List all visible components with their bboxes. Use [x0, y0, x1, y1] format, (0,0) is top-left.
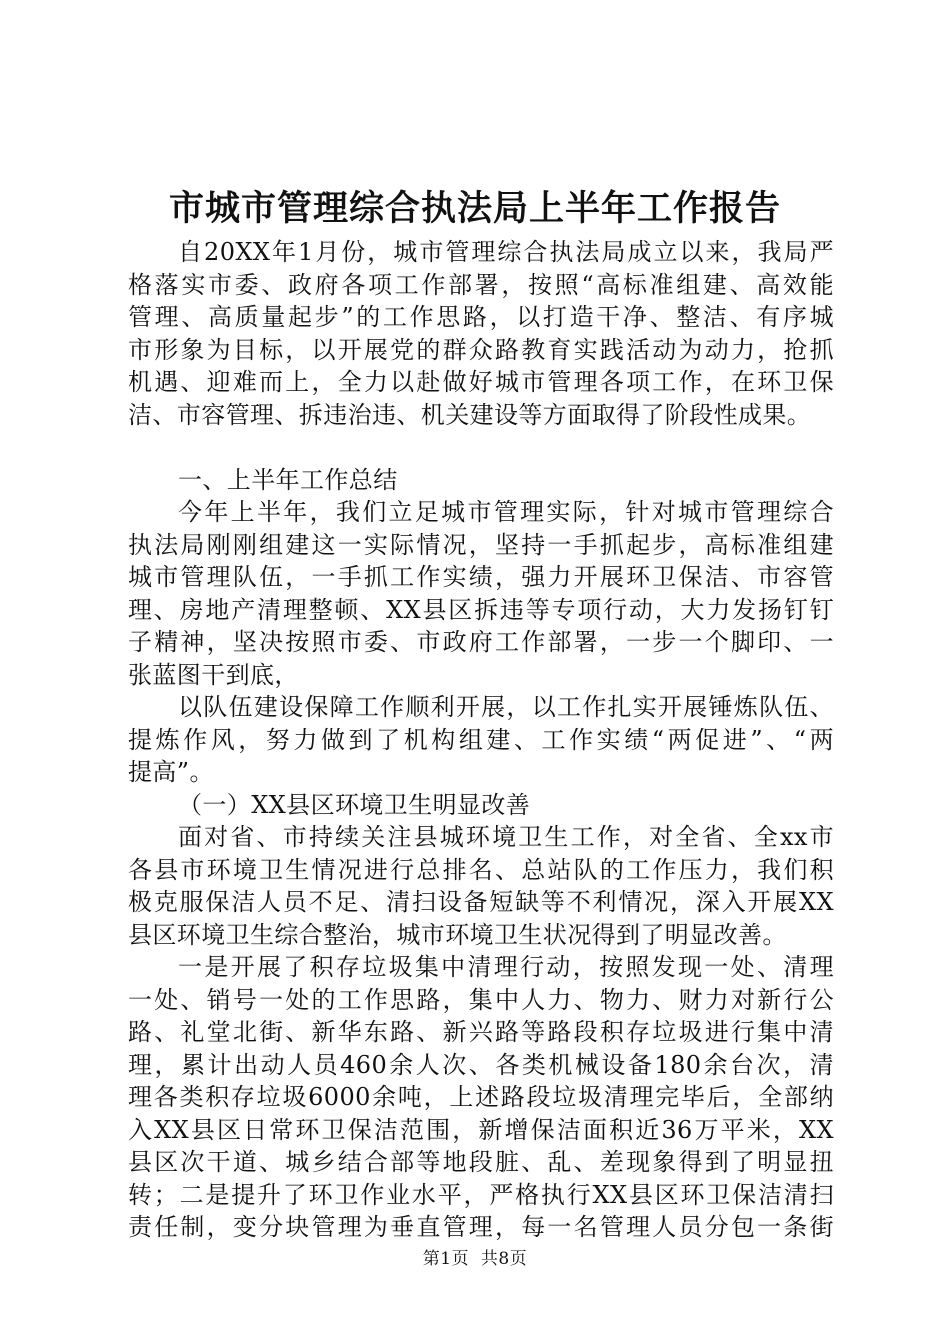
document-body: [128, 236, 834, 1244]
text-line: 一处、销号一处的工作思路，集中人力、物力、财力对新行公: [128, 985, 834, 1014]
text-line: 理、房地产清理整顿、XX县区拆违等专项行动，大力发扬钉钉: [128, 595, 834, 624]
paragraph-intro: [128, 236, 834, 431]
page-number-footer: 第1页 共8页: [422, 1249, 528, 1269]
text-line: 城市管理队伍，一手抓工作实绩，强力开展环卫保洁、市容管: [128, 563, 834, 591]
text-line: 入XX县区日常环卫保洁范围，新增保洁面积近36万平米，XX: [128, 1115, 834, 1144]
text-line: 张蓝图干到底，: [128, 660, 299, 689]
subsection-heading: [128, 789, 834, 822]
paragraph-summary: [128, 496, 834, 691]
text-line: 理各类积存垃圾6000余吨，上述路段垃圾清理完毕后，全部纳: [128, 1083, 834, 1111]
text-line: 执法局刚刚组建这一实际情况，坚持一手抓起步，高标准组建: [128, 530, 834, 559]
text-line: 提高”。: [128, 758, 214, 786]
document-title: 市城市管理综合执法局上半年工作报告: [168, 188, 781, 229]
paragraph-sanitation: [128, 821, 834, 951]
text-line: 今年上半年，我们立足城市管理实际，针对城市管理综合: [178, 498, 834, 526]
paragraph-team: [128, 691, 834, 789]
text-line: 管理、高质量起步”的工作思路，以打造干净、整洁、有序城: [128, 303, 834, 331]
text-line: 县区次干道、城乡结合部等地段脏、乱、差现象得到了明显扭: [128, 1148, 834, 1176]
text-line: 洁、市容管理、拆违治违、机关建设等方面取得了阶段性成果。: [128, 400, 812, 429]
text-line: 县区环境卫生综合整治，城市环境卫生状况得到了明显改善。: [128, 920, 787, 949]
heading-line: 一、上半年工作总结: [178, 465, 398, 494]
text-line: 路、礼堂北街、新华东路、新兴路等路段积存垃圾进行集中清: [128, 1018, 834, 1046]
text-line: 自20XX年1月份，城市管理综合执法局成立以来，我局严: [178, 238, 834, 266]
text-line: 转；二是提升了环卫作业水平，严格执行XX县区环卫保洁清扫: [128, 1180, 834, 1209]
text-line: 面对省、市持续关注县城环境卫生工作，对全省、全xx市: [178, 823, 834, 851]
paragraph-cleanup: [128, 951, 834, 1244]
text-line: 格落实市委、政府各项工作部署，按照“高标准组建、高效能: [128, 270, 834, 299]
text-line: 责任制，变分块管理为垂直管理，每一名管理人员分包一条街: [128, 1213, 834, 1241]
section-heading: [128, 464, 834, 497]
text-line: 一是开展了积存垃圾集中清理行动，按照发现一处、清理: [178, 953, 834, 981]
text-line: 各县市环境卫生情况进行总排名、总站队的工作压力，我们积: [128, 855, 834, 884]
text-line: 理，累计出动人员460余人次、各类机械设备180余台次，清: [128, 1050, 834, 1079]
text-line: 以队伍建设保障工作顺利开展，以工作扎实开展锤炼队伍、: [178, 693, 834, 721]
text-line: 子精神，坚决按照市委、市政府工作部署，一步一个脚印、一: [128, 628, 834, 656]
text-line: 极克服保洁人员不足、清扫设备短缺等不利情况，深入开展XX: [128, 888, 834, 916]
text-line: 提炼作风，努力做到了机构组建、工作实绩“两促进”、“两: [128, 725, 834, 754]
text-line: 市形象为目标，以开展党的群众路教育实践活动为动力，抢抓: [128, 335, 834, 364]
heading-line: （一）XX县区环境卫生明显改善: [178, 790, 531, 819]
blank-line: [128, 431, 834, 464]
text-line: 机遇、迎难而上，全力以赴做好城市管理各项工作，在环卫保: [128, 368, 834, 396]
